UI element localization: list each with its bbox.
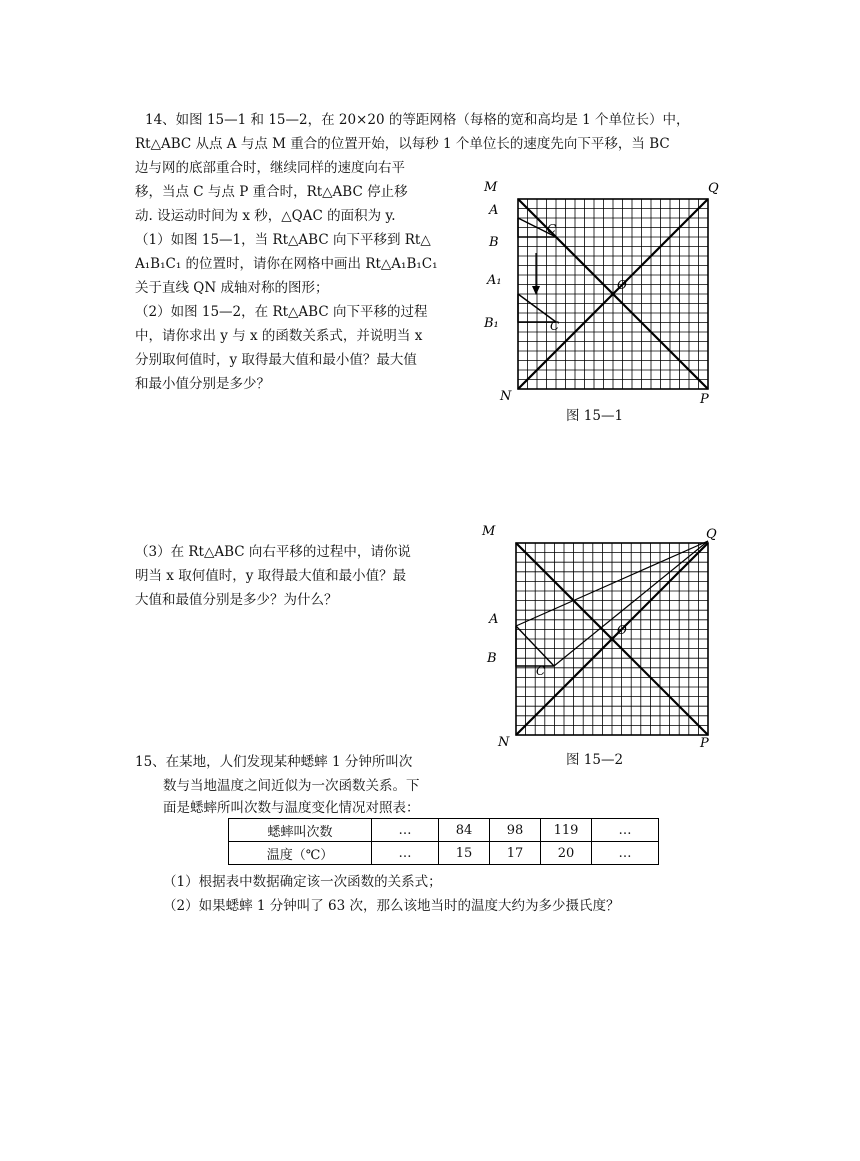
- q14-part3-line-1: （3）在 Rt△ABC 向右平移的过程中，请你说: [135, 544, 411, 560]
- q15-line-3: 面是蟋蟀所叫次数与温度变化情况对照表：: [163, 800, 420, 816]
- q14-part2-line-1: （2）如图 15—2，在 Rt△ABC 向下平移的过程: [135, 304, 428, 320]
- table-cell: …: [592, 819, 659, 842]
- figure-15-1-caption: 图 15—1: [566, 408, 624, 424]
- table-cell: 15: [439, 842, 490, 865]
- q14-part2-line-4: 和最小值分别是多少？: [135, 376, 270, 392]
- table-cell: 20: [541, 842, 592, 865]
- q14-line-5: 动. 设运动时间为 x 秒，△QAC 的面积为 y.: [135, 208, 396, 224]
- table-cell: …: [372, 842, 439, 865]
- label-B1: B₁: [484, 316, 499, 331]
- q15-sub-2: （2）如果蟋蟀 1 分钟叫了 63 次，那么该地当时的温度大约为多少摄氏度？: [163, 898, 620, 914]
- q15-line-2: 数与当地温度之间近似为一次函数关系。下: [163, 778, 420, 794]
- table-cell: 温度（℃）: [229, 842, 372, 865]
- q14-part1-line-3: 关于直线 QN 成轴对称的图形；: [135, 280, 329, 296]
- label-O: O: [617, 623, 627, 637]
- q14-line-4: 移，当点 C 与点 P 重合时，Rt△ABC 停止移: [135, 184, 408, 200]
- q14-part3-line-2: 明当 x 取何值时，y 取得最大值和最小值？最: [135, 568, 407, 584]
- figure-15-2: [480, 522, 730, 747]
- label-N: N: [498, 735, 510, 747]
- table-row: [229, 819, 659, 842]
- figure-15-1: [480, 178, 730, 403]
- table-cell: 119: [541, 819, 592, 842]
- q14-line-3: 边与网的底部重合时，继续同样的速度向右平: [135, 160, 405, 176]
- table-cell: 17: [490, 842, 541, 865]
- label-B: B: [489, 235, 499, 250]
- q14-part1-line-2: A₁B₁C₁ 的位置时，请你在网格中画出 Rt△A₁B₁C₁: [135, 256, 438, 272]
- q14-part2-line-2: 中，请你求出 y 与 x 的函数关系式，并说明当 x: [135, 328, 423, 344]
- q14-part2-line-3: 分别取何值时，y 取得最大值和最小值？最大值: [135, 352, 417, 368]
- q15-sub-1: （1）根据表中数据确定该一次函数的关系式；: [163, 874, 442, 890]
- label-P: P: [700, 392, 709, 403]
- table-cell: 蟋蟀叫次数: [229, 819, 372, 842]
- label-Q: Q: [708, 181, 719, 196]
- label-O: O: [617, 278, 627, 292]
- figure-15-2-caption: 图 15—2: [566, 752, 624, 768]
- table-cell: …: [592, 842, 659, 865]
- table-cell: 84: [439, 819, 490, 842]
- cricket-table: [228, 818, 659, 865]
- label-A1: A₁: [487, 273, 502, 288]
- label-M: M: [482, 524, 496, 539]
- label-M: M: [484, 180, 498, 195]
- label-C1: C: [550, 319, 560, 333]
- q14-line-2: Rt△ABC 从点 A 与点 M 重合的位置开始，以每秒 1 个单位长的速度先向下平移，当 BC: [135, 136, 670, 152]
- table-cell: 98: [490, 819, 541, 842]
- q14-line-1: 14、如图 15—1 和 15—2，在 20×20 的等距网格（每格的宽和高均是 1 个单位长）中，: [145, 112, 690, 128]
- label-A: A: [489, 612, 499, 627]
- label-A: A: [489, 203, 499, 218]
- q14-part1-line-1: （1）如图 15—1，当 Rt△ABC 向下平移到 Rt△: [135, 232, 431, 248]
- label-N: N: [500, 389, 512, 403]
- table-cell: …: [372, 819, 439, 842]
- label-Q: Q: [706, 527, 717, 542]
- label-C: C: [547, 222, 557, 236]
- label-B: B: [487, 651, 497, 666]
- label-C: C: [536, 664, 546, 678]
- q15-line-1: 15、在某地，人们发现某种蟋蟀 1 分钟所叫次: [135, 754, 413, 770]
- table-row: [229, 842, 659, 865]
- q14-part3-line-3: 大值和最值分别是多少？为什么？: [135, 592, 338, 608]
- label-P: P: [700, 736, 709, 747]
